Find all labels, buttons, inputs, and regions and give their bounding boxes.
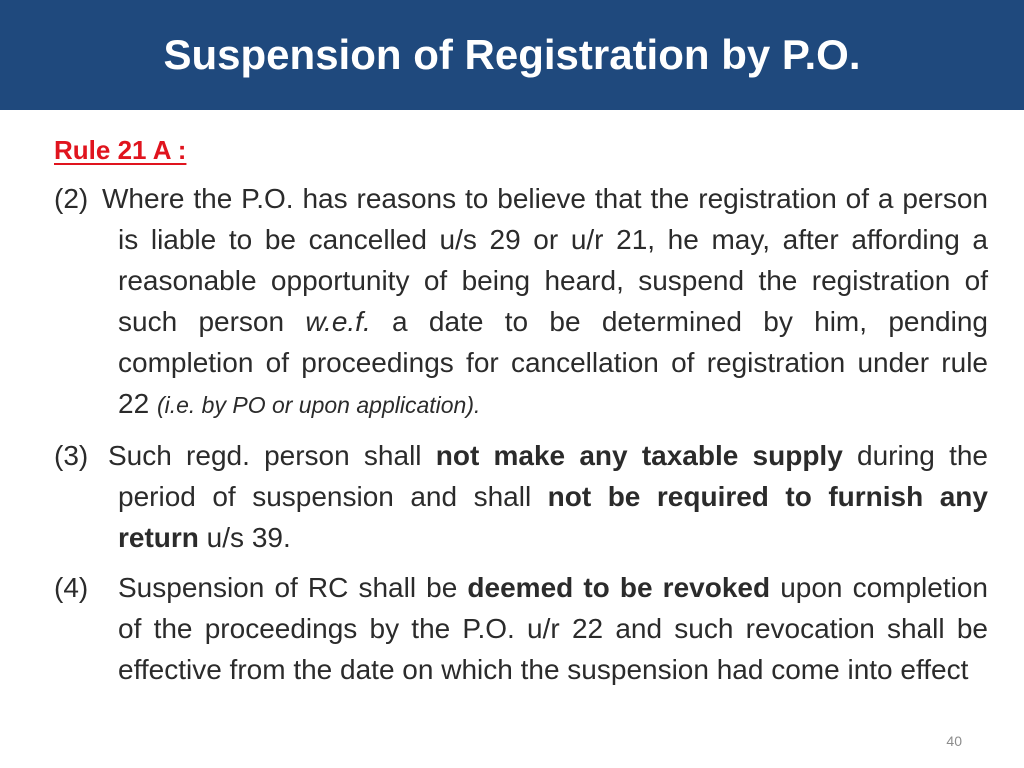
paragraph-2 — [54, 178, 988, 426]
paragraph-3 — [54, 435, 988, 558]
paragraph-2-note: (i.e. by PO or upon application). — [156, 392, 481, 418]
slide-content — [54, 135, 988, 699]
page-number: 40 — [946, 733, 962, 749]
paragraph-3-number: (3) — [54, 440, 89, 471]
paragraph-4-text-1: Suspension of RC shall be — [118, 572, 468, 603]
slide-title: Suspension of Registration by P.O. — [163, 31, 861, 78]
rule-heading: Rule 21 A : — [54, 135, 187, 165]
paragraph-4-number: (4) — [54, 572, 89, 603]
paragraph-2-emphasis: w.e.f. — [305, 306, 371, 337]
paragraph-2-text-1: Where the P.O. has reasons to believe that the registration of a person is liable to be cancelled u/s 29 or u/r 21, he may, after affording a reasonable opportunity of being heard, suspend the registration of such person — [102, 183, 988, 337]
paragraph-4-bold-1: deemed to be revoked — [467, 572, 771, 603]
paragraph-3-text-2: during the period of suspension and shall — [118, 440, 988, 512]
paragraph-4 — [54, 567, 988, 690]
paragraph-2-number: (2) — [54, 183, 89, 214]
paragraph-3-bold-2: not be required to furnish any return — [118, 481, 988, 553]
paragraph-3-text-3: u/s 39. — [198, 522, 291, 553]
paragraph-3-text-1: Such regd. person shall — [108, 440, 436, 471]
paragraph-2-text-2: a date to be determined by him, pending completion of proceedings for cancellation of registration under rule 22 — [118, 306, 988, 419]
title-bar — [0, 0, 1024, 110]
paragraph-4-text-2: upon completion of the proceedings by the P.O. u/r 22 and such revocation shall be effective from the date on which the suspension had come into effect — [118, 572, 988, 685]
paragraph-3-bold-1: not make any taxable supply — [435, 440, 843, 471]
